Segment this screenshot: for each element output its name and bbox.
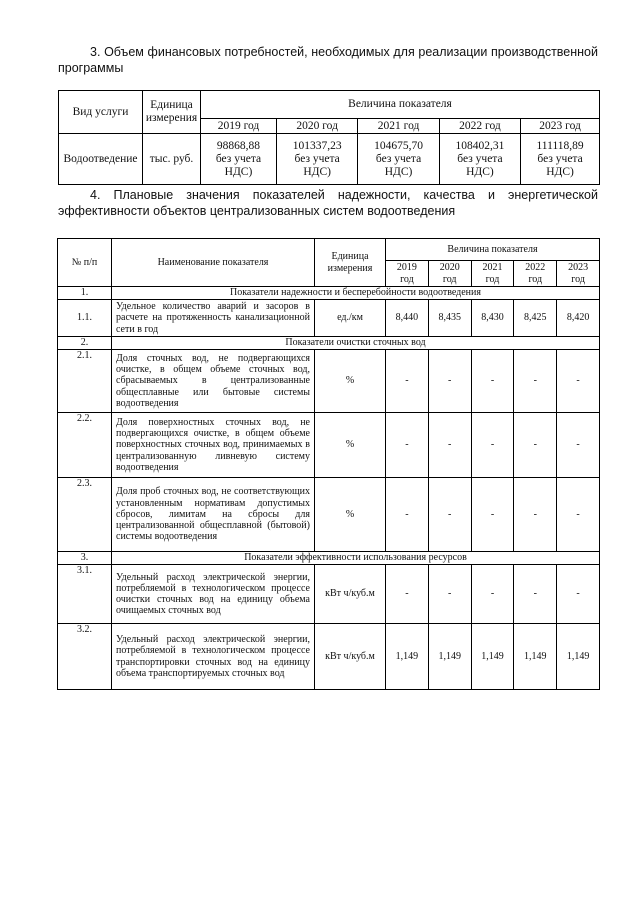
unit-cell: тыс. руб. [143,134,201,185]
col-header-value: Величина показателя [386,239,600,261]
value-cell [439,134,520,185]
row-unit: % [315,413,386,478]
row-value: 8,435 [428,300,471,337]
value-amount: 111118,89 [536,139,584,152]
section4-heading: 4. Плановые значения показателей надежности, качества и энергетической эффективности объектов централизованных систем водоотведения [58,188,598,218]
value-note: без учета [537,152,583,165]
section-num: 2. [58,337,112,350]
col-header-unit: Единица измерения [315,239,386,287]
table-row [58,300,600,337]
row-value: - [514,413,557,478]
row-value: - [386,478,429,552]
section-row [58,287,600,300]
year-header: 2019 год [386,261,429,287]
row-value: 8,440 [386,300,429,337]
section3-heading: 3. Объем финансовых потребностей, необходимых для реализации производственной программы [58,45,598,75]
row-unit: ед./км [315,300,386,337]
year-header: 2023 год [521,119,600,134]
row-value: 1,149 [514,624,557,690]
row-value: 8,420 [557,300,600,337]
indicators-table [57,238,600,690]
row-value: - [514,350,557,413]
value-amount: 101337,23 [292,139,342,152]
col-header-name: Наименование показателя [112,239,315,287]
row-value: - [428,413,471,478]
value-amount: 98868,88 [216,139,261,152]
section-title: Показатели надежности и бесперебойности водоотведения [112,287,600,300]
row-value: - [557,350,600,413]
value-note: без учета [375,152,422,165]
table-row [58,350,600,413]
row-value: - [557,413,600,478]
value-amount: 104675,70 [374,139,423,152]
row-value: - [471,350,514,413]
row-name: Удельное количество аварий и засоров в расчете на протяженность канализационной сети в год [112,300,315,337]
row-name: Доля поверхностных сточных вод, не подвергающихся очистке, в общем объеме поверхностных сточных вод, принимаемых в централизованную ливневую систему водоотведения [112,413,315,478]
row-num: 3.1. [58,565,112,624]
row-num: 1.1. [58,300,112,337]
row-value: - [386,350,429,413]
col-header-service: Вид услуги [59,91,143,134]
row-unit: кВт ч/куб.м [315,624,386,690]
row-value: - [471,478,514,552]
value-note: НДС) [224,165,253,178]
value-note: НДС) [303,165,331,178]
row-num: 2.3. [58,478,112,552]
row-value: - [428,565,471,624]
row-value: - [471,413,514,478]
financial-needs-table [58,90,600,185]
value-note: НДС) [546,165,574,178]
value-note: НДС) [466,165,494,178]
value-note: НДС) [384,165,413,178]
value-note: без учета [215,152,262,165]
section-title: Показатели эффективности использования ресурсов [112,552,600,565]
row-unit: % [315,350,386,413]
section-row [58,552,600,565]
row-value: 1,149 [428,624,471,690]
row-value: 8,425 [514,300,557,337]
row-num: 2.1. [58,350,112,413]
year-header: 2019 год [201,119,277,134]
row-value: 1,149 [471,624,514,690]
table-row [58,413,600,478]
row-value: - [428,350,471,413]
table-header-row [58,239,600,261]
table-row [58,478,600,552]
row-value: - [428,478,471,552]
table-row [58,624,600,690]
row-name: Удельный расход электрической энергии, потребляемой в технологическом процессе очистки сточных вод на единицу объема очищаемых сточных вод [112,565,315,624]
row-value: 8,430 [471,300,514,337]
col-header-unit: Единица измерения [143,91,201,134]
table-row [58,565,600,624]
row-value: - [557,565,600,624]
row-value: 1,149 [557,624,600,690]
value-cell [201,134,277,185]
value-cell [521,134,600,185]
row-unit: % [315,478,386,552]
table-row [59,134,600,185]
row-value: - [557,478,600,552]
row-num: 3.2. [58,624,112,690]
year-header: 2020 год [428,261,471,287]
row-name: Удельный расход электрической энергии, потребляемой в технологическом процессе транспортировки сточных вод на единицу объема транспортируемых сточных вод [112,624,315,690]
value-note: без учета [294,152,340,165]
year-header: 2021 год [471,261,514,287]
row-unit: кВт ч/куб.м [315,565,386,624]
year-header: 2020 год [276,119,357,134]
row-value: 1,149 [386,624,429,690]
value-amount: 108402,31 [455,139,505,152]
value-cell [276,134,357,185]
year-header: 2023 год [557,261,600,287]
row-value: - [386,413,429,478]
year-header: 2022 год [514,261,557,287]
col-header-value: Величина показателя [201,91,600,119]
table-header-row [59,91,600,119]
section-title: Показатели очистки сточных вод [112,337,600,350]
row-value: - [514,478,557,552]
section-row [58,337,600,350]
row-value: - [471,565,514,624]
row-value: - [514,565,557,624]
service-cell: Водоотведение [59,134,143,185]
col-header-num: № п/п [58,239,112,287]
year-header: 2022 год [439,119,520,134]
row-num: 2.2. [58,413,112,478]
value-cell [358,134,439,185]
value-note: без учета [457,152,503,165]
year-header: 2021 год [358,119,439,134]
row-name: Доля сточных вод, не подвергающихся очистке, в общем объеме сточных вод, сбрасываемых в централизованные общесплавные или бытовые системы водоотведения [112,350,315,413]
row-name: Доля проб сточных вод, не соответствующих установленным нормативам допустимых сбросов, лимитам на сбросы для централизованной общесплавной (бытовой) системы водоотведения [112,478,315,552]
row-value: - [386,565,429,624]
section-num: 1. [58,287,112,300]
section-num: 3. [58,552,112,565]
